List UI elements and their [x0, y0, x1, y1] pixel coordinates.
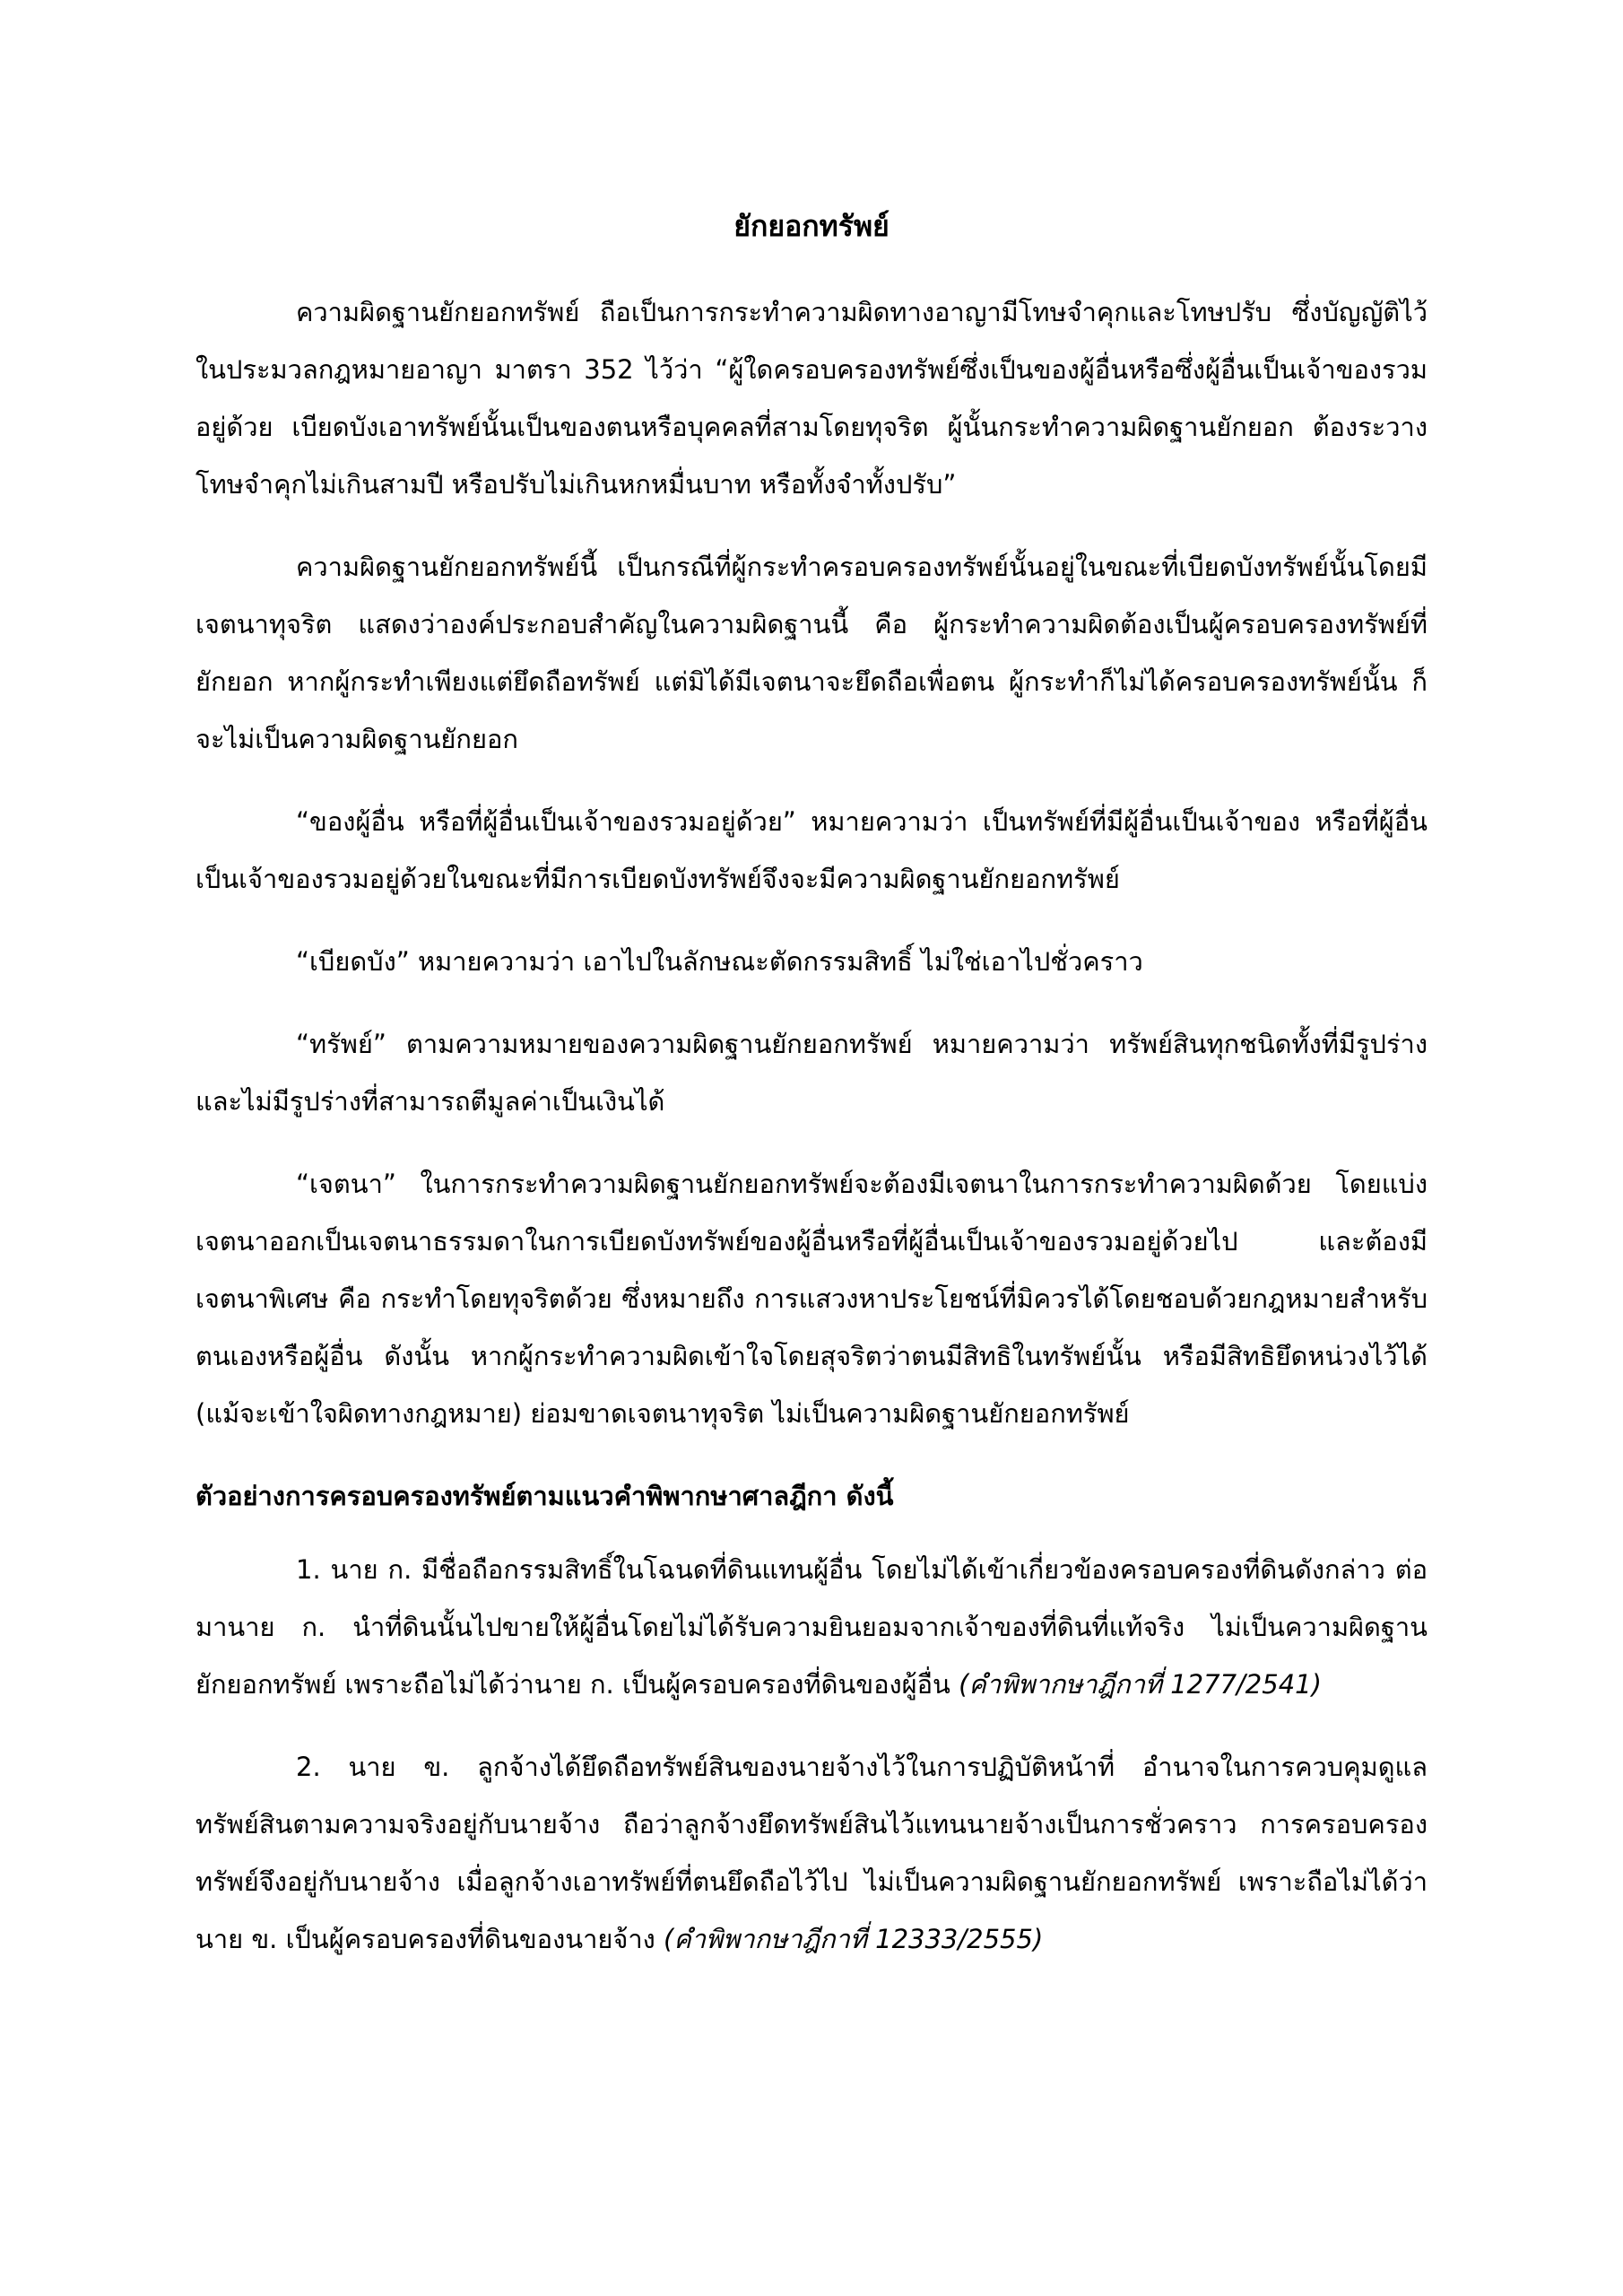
examples-heading: ตัวอย่างการครอบครองทรัพย์ตามแนวคำพิพากษาศาลฎีกา ดังนี้	[195, 1481, 894, 1511]
example-citation: (คำพิพากษาฎีกาที่ 1277/2541)	[959, 1669, 1322, 1700]
example-item	[195, 1738, 1428, 1968]
document-title: ยักยอกทรัพย์	[733, 209, 890, 243]
example-text: 1. นาย ก. มีชื่อถือกรรมสิทธิ์ในโฉนดที่ดินแทนผู้อื่น โดยไม่ได้เข้าเกี่ยวข้องครอบครองที่ดินดังกล่าว ต่อมานาย ก. นำที่ดินนั้นไปขายให้ผู้อื่นโดยไม่ได้รับความยินยอมจากเจ้าของที่ดินที่แท้จริง ไม่เป็นความผิดฐานยักยอกทรัพย์ เพราะถือไม่ได้ว่านาย ก. เป็นผู้ครอบครองที่ดินของผู้อื่น	[195, 1554, 1428, 1700]
paragraph-possession: ความผิดฐานยักยอกทรัพย์นี้ เป็นกรณีที่ผู้กระทำครอบครองทรัพย์นั้นอยู่ในขณะที่เบียดบังทรัพย์นั้นโดยมีเจตนาทุจริต แสดงว่าองค์ประกอบสำคัญในความผิดฐานนี้ คือ ผู้กระทำความผิดต้องเป็นผู้ครอบครองทรัพย์ที่ยักยอก หากผู้กระทำเพียงแต่ยึดถือทรัพย์ แต่มิได้มีเจตนาจะยึดถือเพื่อตน ผู้กระทำก็ไม่ได้ครอบครองทรัพย์นั้น ก็จะไม่เป็นความผิดฐานยักยอก	[195, 552, 1428, 754]
paragraph-others-property: “ของผู้อื่น หรือที่ผู้อื่นเป็นเจ้าของรวมอยู่ด้วย” หมายความว่า เป็นทรัพย์ที่มีผู้อื่นเป็นเจ้าของ หรือที่ผู้อื่นเป็นเจ้าของรวมอยู่ด้วยในขณะที่มีการเบียดบังทรัพย์จึงจะมีความผิดฐานยักยอกทรัพย์	[195, 806, 1428, 894]
paragraph-intent: “เจตนา” ในการกระทำความผิดฐานยักยอกทรัพย์จะต้องมีเจตนาในการกระทำความผิดด้วย โดยแบ่งเจตนาออกเป็นเจตนาธรรมดาในการเบียดบังทรัพย์ของผู้อื่นหรือที่ผู้อื่นเป็นเจ้าของรวมอยู่ด้วยไป และต้องมีเจตนาพิเศษ คือ กระทำโดยทุจริตด้วย ซึ่งหมายถึง การแสวงหาประโยชน์ที่มิควรได้โดยชอบด้วยกฎหมายสำหรับตนเองหรือผู้อื่น ดังนั้น หากผู้กระทำความผิดเข้าใจโดยสุจริตว่าตนมีสิทธิในทรัพย์นั้น หรือมีสิทธิยึดหน่วงไว้ได้ (แม้จะเข้าใจผิดทางกฎหมาย) ย่อมขาดเจตนาทุจริต ไม่เป็นความผิดฐานยักยอกทรัพย์	[195, 1169, 1428, 1429]
paragraph-definition: ความผิดฐานยักยอกทรัพย์ ถือเป็นการกระทำความผิดทางอาญามีโทษจำคุกและโทษปรับ ซึ่งบัญญัติไว้ในประมวลกฎหมายอาญา มาตรา 352 ไว้ว่า “ผู้ใดครอบครองทรัพย์ซึ่งเป็นของผู้อื่นหรือซึ่งผู้อื่นเป็นเจ้าของรวมอยู่ด้วย เบียดบังเอาทรัพย์นั้นเป็นของตนหรือบุคคลที่สามโดยทุจริต ผู้นั้นกระทำความผิดฐานยักยอก ต้องระวางโทษจำคุกไม่เกินสามปี หรือปรับไม่เกินหกหมื่นบาท หรือทั้งจำทั้งปรับ”	[195, 297, 1428, 500]
example-text: 2. นาย ข. ลูกจ้างได้ยึดถือทรัพย์สินของนายจ้างไว้ในการปฏิบัติหน้าที่ อำนาจในการควบคุมดูแลทรัพย์สินตามความจริงอยู่กับนายจ้าง ถือว่าลูกจ้างยึดทรัพย์สินไว้แทนนายจ้างเป็นการชั่วคราว การครอบครองทรัพย์จึงอยู่กับนายจ้าง เมื่อลูกจ้างเอาทรัพย์ที่ตนยึดถือไว้ไป ไม่เป็นความผิดฐานยักยอกทรัพย์ เพราะถือไม่ได้ว่านาย ข. เป็นผู้ครอบครองที่ดินของนายจ้าง	[195, 1752, 1428, 1954]
example-citation: (คำพิพากษาฎีกาที่ 12333/2555)	[664, 1924, 1044, 1954]
paragraph-property-meaning: “ทรัพย์” ตามความหมายของความผิดฐานยักยอกทรัพย์ หมายความว่า ทรัพย์สินทุกชนิดทั้งที่มีรูปร่างและไม่มีรูปร่างที่สามารถตีมูลค่าเป็นเงินได้	[195, 1029, 1428, 1117]
paragraph-embezzle-meaning: “เบียดบัง” หมายความว่า เอาไปในลักษณะตัดกรรมสิทธิ์ ไม่ใช่เอาไปชั่วคราว	[296, 946, 1143, 977]
example-item	[195, 1541, 1428, 1713]
